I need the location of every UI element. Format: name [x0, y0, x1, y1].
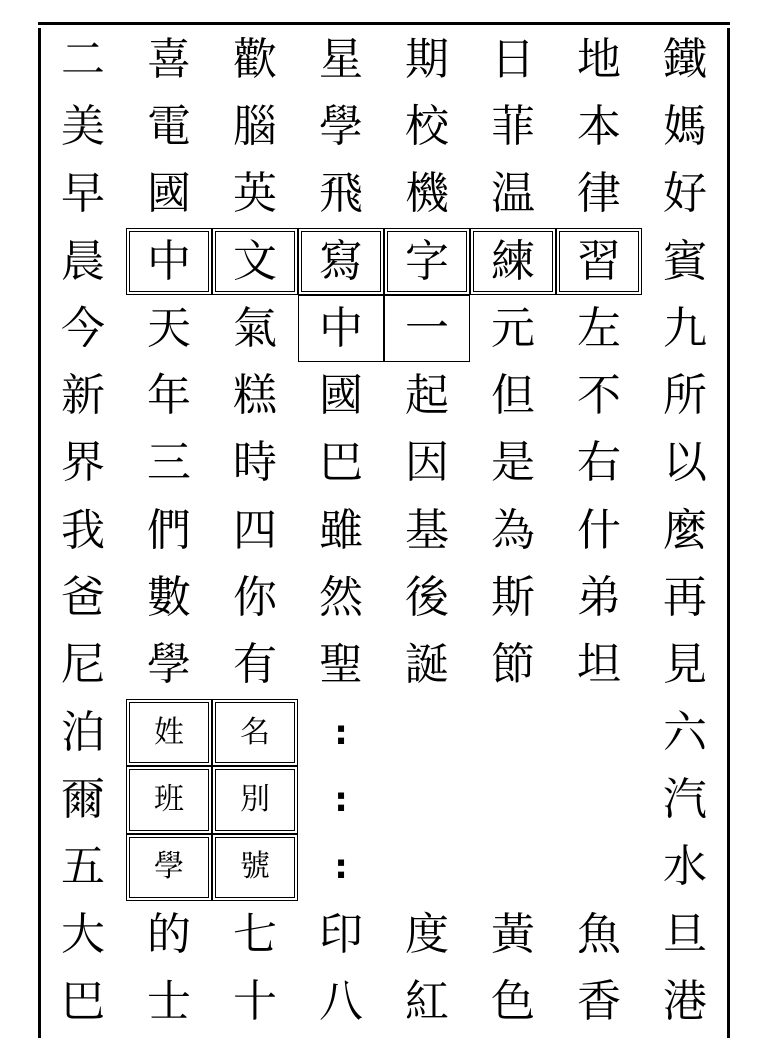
character-grid	[40, 26, 728, 1035]
grid-cell-r6-c1: 新	[61, 370, 105, 422]
grid-cell-r12-c8: 汽	[663, 773, 707, 825]
grid-cell-r11-c6	[470, 699, 556, 766]
grid-cell-r3-c4: 飛	[319, 168, 363, 220]
grid-cell-r2-c1: 美	[61, 100, 105, 152]
grid-cell-r9-c7: 弟	[577, 572, 621, 624]
grid-cell-r11-c8: 六	[663, 706, 707, 758]
grid-cell-r6-c2: 年	[147, 370, 191, 422]
grid-cell-r8-c4: 雖	[319, 504, 363, 556]
grid-cell-r5-c7: 左	[577, 302, 621, 354]
grid-cell-r14-c3: 七	[233, 908, 277, 960]
grid-cell-r2-c2: 電	[147, 100, 191, 152]
grid-cell-r14-c8: 旦	[663, 908, 707, 960]
grid-cell-r7-c3: 時	[233, 437, 277, 489]
grid-cell-r13-c4: :	[334, 847, 348, 888]
grid-cell-r8-c3: 四	[233, 504, 277, 556]
grid-cell-r15-c3: 十	[233, 975, 277, 1027]
grid-cell-r9-c4: 然	[319, 572, 363, 624]
grid-cell-r12-c2: 班	[126, 766, 212, 833]
grid-cell-r2-c3: 腦	[233, 100, 277, 152]
grid-cell-r15-c6: 色	[491, 975, 535, 1027]
grid-cell-r1-c5: 期	[405, 33, 449, 85]
grid-cell-r6-c7: 不	[577, 370, 621, 422]
grid-cell-r14-c5: 度	[405, 908, 449, 960]
grid-cell-r1-c8: 鐵	[663, 33, 707, 85]
grid-cell-r12-c3: 別	[212, 766, 298, 833]
grid-cell-r14-c6: 黃	[491, 908, 535, 960]
grid-cell-r11-c5	[384, 699, 470, 766]
grid-cell-r4-c2: 中	[126, 228, 212, 295]
grid-cell-r5-c2: 天	[147, 302, 191, 354]
grid-cell-r2-c8: 媽	[663, 100, 707, 152]
grid-cell-r10-c2: 學	[147, 639, 191, 691]
grid-cell-r3-c3: 英	[233, 168, 277, 220]
grid-cell-r13-c8: 水	[663, 841, 707, 893]
grid-cell-r5-c1: 今	[61, 302, 105, 354]
grid-cell-r6-c8: 所	[663, 370, 707, 422]
grid-cell-r8-c2: 們	[147, 504, 191, 556]
grid-cell-r15-c4: 八	[319, 975, 363, 1027]
grid-cell-r13-c2: 學	[126, 834, 212, 901]
grid-cell-r4-c6: 練	[470, 228, 556, 295]
grid-cell-r7-c8: 以	[663, 437, 707, 489]
grid-cell-r5-c8: 九	[663, 302, 707, 354]
grid-cell-r5-c3: 氣	[233, 302, 277, 354]
grid-cell-r9-c1: 爸	[61, 572, 105, 624]
grid-cell-r15-c7: 香	[577, 975, 621, 1027]
grid-cell-r4-c4: 寫	[298, 228, 384, 295]
grid-cell-r7-c6: 是	[491, 437, 535, 489]
grid-cell-r13-c3: 號	[212, 834, 298, 901]
grid-cell-r3-c8: 好	[663, 168, 707, 220]
grid-cell-r10-c4: 聖	[319, 639, 363, 691]
grid-cell-r3-c2: 國	[147, 168, 191, 220]
grid-cell-r14-c1: 大	[61, 908, 105, 960]
grid-cell-r9-c6: 斯	[491, 572, 535, 624]
grid-cell-r7-c5: 因	[405, 437, 449, 489]
grid-cell-r14-c4: 印	[319, 908, 363, 960]
grid-cell-r8-c6: 為	[491, 504, 535, 556]
grid-cell-r11-c7	[556, 699, 642, 766]
grid-cell-r4-c1: 晨	[61, 235, 105, 287]
grid-cell-r12-c7	[556, 766, 642, 833]
grid-cell-r11-c1: 泊	[61, 706, 105, 758]
grid-cell-r12-c6	[470, 766, 556, 833]
grid-cell-r10-c3: 有	[233, 639, 277, 691]
grid-cell-r10-c8: 見	[663, 639, 707, 691]
grid-cell-r15-c2: 士	[147, 975, 191, 1027]
grid-cell-r1-c4: 星	[319, 33, 363, 85]
grid-cell-r8-c7: 什	[577, 504, 621, 556]
grid-cell-r12-c4: :	[334, 779, 348, 820]
grid-cell-r2-c6: 菲	[491, 100, 535, 152]
grid-cell-r1-c3: 歡	[233, 33, 277, 85]
grid-cell-r13-c1: 五	[61, 841, 105, 893]
grid-cell-r4-c5: 字	[384, 228, 470, 295]
grid-cell-r11-c3: 名	[212, 699, 298, 766]
grid-cell-r4-c3: 文	[212, 228, 298, 295]
grid-cell-r4-c8: 賓	[663, 235, 707, 287]
grid-cell-r15-c5: 紅	[405, 975, 449, 1027]
grid-cell-r7-c2: 三	[147, 437, 191, 489]
grid-cell-r15-c8: 港	[663, 975, 707, 1027]
grid-cell-r10-c1: 尼	[61, 639, 105, 691]
grid-cell-r2-c7: 本	[577, 100, 621, 152]
grid-cell-r11-c4: :	[334, 712, 348, 753]
grid-cell-r5-c4: 中	[298, 295, 384, 362]
grid-cell-r9-c8: 再	[663, 572, 707, 624]
grid-cell-r10-c6: 節	[491, 639, 535, 691]
top-rule	[38, 22, 730, 25]
grid-cell-r6-c4: 國	[319, 370, 363, 422]
grid-cell-r11-c2: 姓	[126, 699, 212, 766]
grid-cell-r13-c7	[556, 834, 642, 901]
grid-cell-r1-c2: 喜	[147, 33, 191, 85]
grid-cell-r9-c2: 數	[147, 572, 191, 624]
grid-cell-r7-c7: 右	[577, 437, 621, 489]
grid-cell-r8-c8: 麼	[663, 504, 707, 556]
grid-cell-r15-c1: 巴	[61, 975, 105, 1027]
grid-cell-r1-c6: 日	[491, 33, 535, 85]
grid-cell-r3-c1: 早	[61, 168, 105, 220]
grid-cell-r3-c6: 温	[491, 168, 535, 220]
grid-cell-r10-c5: 誕	[405, 639, 449, 691]
grid-cell-r9-c3: 你	[233, 572, 277, 624]
grid-cell-r6-c6: 但	[491, 370, 535, 422]
grid-cell-r7-c4: 巴	[319, 437, 363, 489]
grid-cell-r2-c5: 校	[405, 100, 449, 152]
grid-cell-r8-c5: 基	[405, 504, 449, 556]
grid-cell-r10-c7: 坦	[577, 639, 621, 691]
grid-cell-r3-c7: 律	[577, 168, 621, 220]
grid-cell-r6-c5: 起	[405, 370, 449, 422]
grid-cell-r1-c7: 地	[577, 33, 621, 85]
grid-cell-r1-c1: 二	[61, 33, 105, 85]
grid-cell-r5-c6: 元	[491, 302, 535, 354]
grid-cell-r5-c5: 一	[384, 295, 470, 362]
grid-cell-r12-c5	[384, 766, 470, 833]
grid-cell-r7-c1: 界	[61, 437, 105, 489]
grid-cell-r14-c7: 魚	[577, 908, 621, 960]
grid-cell-r13-c6	[470, 834, 556, 901]
grid-cell-r6-c3: 糕	[233, 370, 277, 422]
grid-cell-r3-c5: 機	[405, 168, 449, 220]
grid-cell-r4-c7: 習	[556, 228, 642, 295]
grid-cell-r13-c5	[384, 834, 470, 901]
grid-cell-r2-c4: 學	[319, 100, 363, 152]
grid-cell-r14-c2: 的	[147, 908, 191, 960]
grid-cell-r12-c1: 爾	[61, 773, 105, 825]
grid-cell-r9-c5: 後	[405, 572, 449, 624]
grid-cell-r8-c1: 我	[61, 504, 105, 556]
